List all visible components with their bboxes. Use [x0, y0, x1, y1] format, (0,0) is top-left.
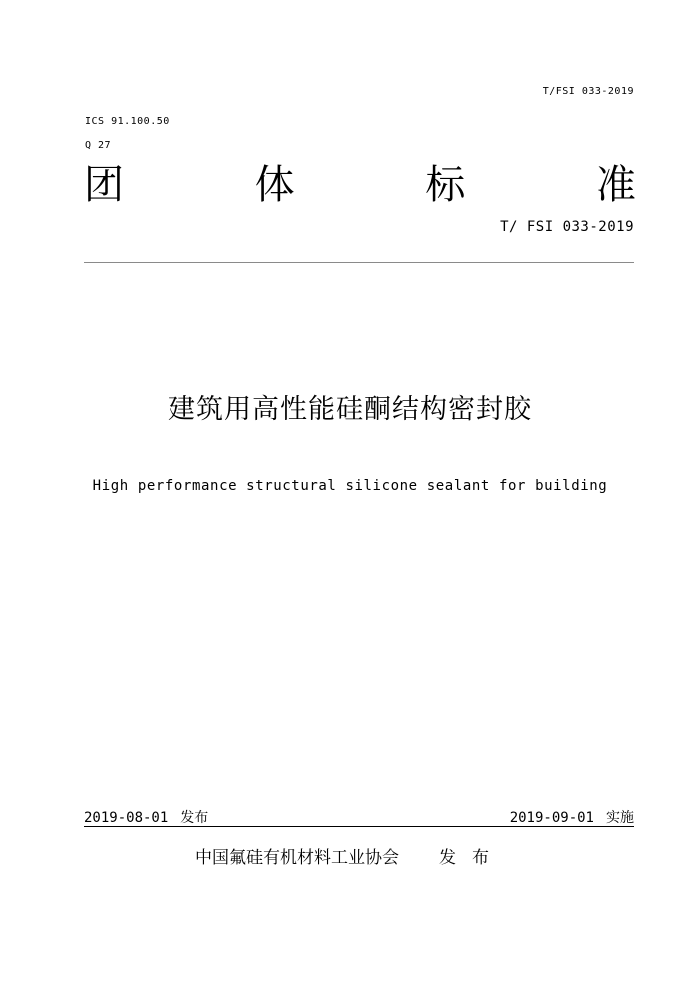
document-type-char: 体 — [254, 162, 295, 208]
standard-number-top: T/FSI 033-2019 — [542, 86, 634, 97]
footer-divider — [84, 826, 634, 827]
ics-code: ICS 91.100.50 — [85, 116, 170, 127]
document-title-chinese: 建筑用高性能硅酮结构密封胶 — [168, 394, 532, 425]
header-divider — [84, 262, 634, 263]
release-label: 发布 — [180, 810, 209, 826]
publisher-line — [0, 843, 700, 868]
document-type-char: 准 — [595, 162, 636, 208]
implementation-info — [510, 807, 634, 827]
document-type-heading — [84, 160, 636, 210]
document-type-char: 标 — [425, 162, 466, 208]
document-type-char: 团 — [84, 162, 124, 208]
document-title-english: High performance structural silicone sealant for building — [92, 478, 608, 494]
standard-number: T/ FSI 033-2019 — [500, 219, 634, 235]
publish-label: 发布 — [439, 848, 505, 868]
ccs-code: Q 27 — [85, 140, 112, 151]
release-date: 2019-08-01 — [84, 810, 169, 826]
implementation-label: 实施 — [606, 810, 634, 826]
release-info — [84, 807, 208, 827]
publisher-name: 中国氟硅有机材料工业协会 — [195, 848, 399, 868]
implementation-date: 2019-09-01 — [509, 810, 594, 826]
